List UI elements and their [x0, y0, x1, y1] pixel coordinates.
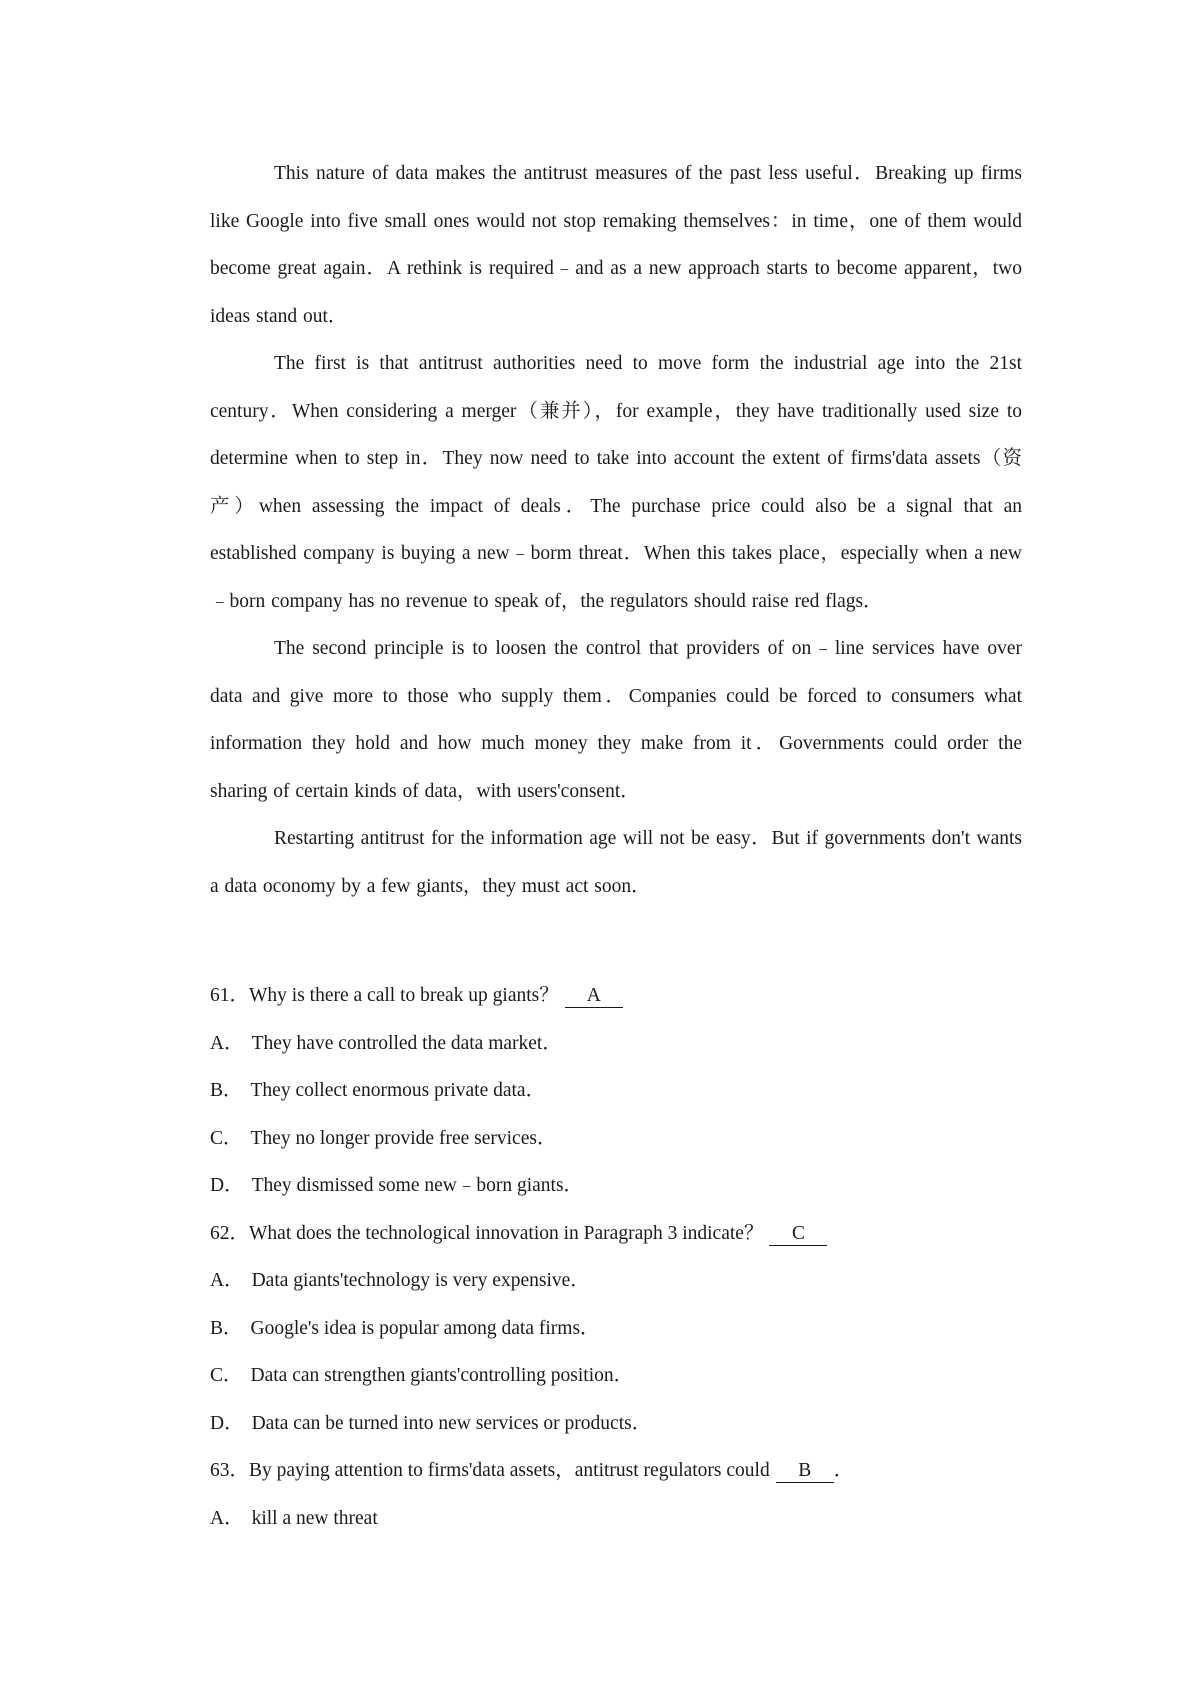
passage-paragraph: Restarting antitrust for the information age will not be easy．But if governments don't wants a data oconomy by a few giants，they must act soon． — [210, 828, 1022, 897]
question-text: What does the technological innovation in Paragraph 3 indicate？ — [249, 1222, 764, 1244]
option-letter: A． — [210, 1032, 244, 1054]
question-text: By paying attention to firms'data assets，antitrust regulators could — [249, 1460, 770, 1481]
option-text: They no longer provide free services． — [250, 1127, 557, 1149]
question-61 — [210, 972, 1022, 1020]
option-text: Google's idea is popular among data firms． — [250, 1317, 600, 1339]
question-number: 62． — [210, 1222, 250, 1244]
option-text: They dismissed some new﹣born giants． — [251, 1175, 584, 1196]
option-item — [210, 1400, 1022, 1448]
passage-paragraph: The first is that antitrust authorities need to move form the industrial age into the 21st century．When considering a merger（兼并），for example，they have traditionally used size to determine when to step in．They now need to take into account the extent of firms'data assets（资产）when assessing the impact of deals．The purchase price could also be a signal that an established company is buying a new﹣borm threat．When this takes place，especially when a new﹣born company has no revenue to speak of，the regulators should raise red flags． — [210, 353, 1022, 612]
question-suffix: ． — [833, 1460, 854, 1481]
passage-paragraph: The second principle is to loosen the control that providers of on﹣line services have over data and give more to those who supply them．Companies could be forced to consumers what information they hold and how much money they make from it．Governments could order the sharing of certain kinds of data，with users'consent． — [210, 638, 1022, 802]
answer-blank: C — [769, 1223, 827, 1246]
option-letter: B． — [210, 1080, 243, 1101]
option-text: Data giants'technology is very expensive． — [251, 1270, 590, 1291]
option-item — [210, 1067, 1022, 1115]
question-number: 63． — [210, 1460, 250, 1481]
section-gap — [210, 910, 1022, 972]
option-item — [210, 1020, 1022, 1068]
option-text: Data can strengthen giants'controlling position． — [250, 1365, 634, 1386]
questions — [210, 972, 1022, 1542]
question-62 — [210, 1210, 1022, 1258]
document-page — [210, 150, 1022, 1542]
option-text: They have controlled the data market． — [251, 1032, 562, 1054]
passage — [210, 150, 1022, 910]
question-63 — [210, 1447, 1022, 1495]
option-letter: A． — [210, 1270, 244, 1291]
question-number: 61． — [210, 985, 250, 1006]
option-letter: B． — [210, 1317, 243, 1339]
option-item — [210, 1352, 1022, 1400]
answer-blank: A — [565, 985, 623, 1008]
passage-paragraph: This nature of data makes the antitrust measures of the past less useful．Breaking up firms like Google into five small ones would not stop remaking themselves：in time，one of them would become great again．A rethink is required﹣and as a new approach starts to become apparent，two ideas stand out． — [210, 163, 1022, 327]
option-item — [210, 1305, 1022, 1353]
option-letter: C． — [210, 1365, 243, 1386]
option-text: Data can be turned into new services or products． — [251, 1412, 652, 1434]
option-letter: D． — [210, 1412, 244, 1434]
option-letter: A． — [210, 1507, 244, 1529]
question-text: Why is there a call to break up giants？ — [249, 985, 559, 1006]
option-item — [210, 1495, 1022, 1543]
option-letter: D． — [210, 1175, 244, 1196]
option-text: kill a new threat — [251, 1507, 378, 1529]
answer-blank: B — [776, 1460, 834, 1483]
option-text: They collect enormous private data． — [250, 1080, 546, 1101]
option-letter: C． — [210, 1127, 243, 1149]
option-item — [210, 1115, 1022, 1163]
option-item — [210, 1162, 1022, 1210]
option-item — [210, 1257, 1022, 1305]
